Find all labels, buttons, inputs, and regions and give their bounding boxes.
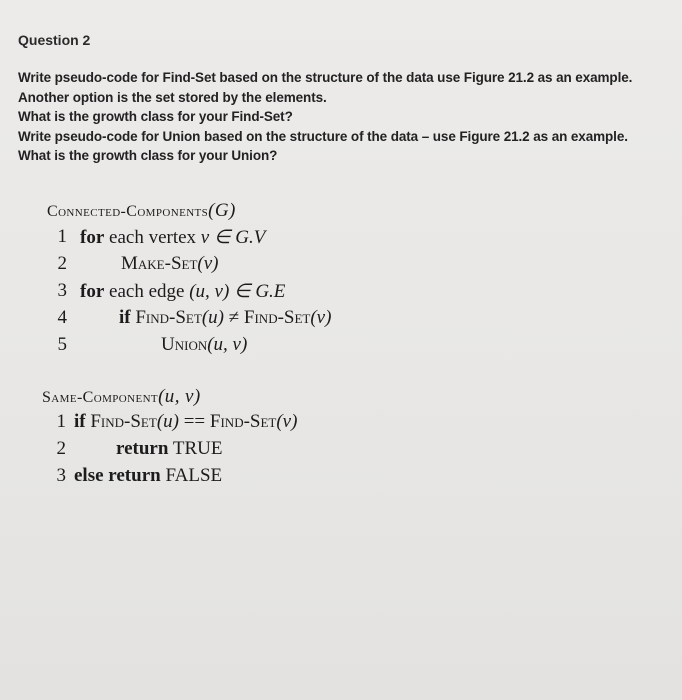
return-value: FALSE: [165, 465, 223, 486]
code-math: (u, v) ∈ G.E: [189, 281, 286, 302]
line-number: 4: [57, 307, 67, 328]
prompt-line: Write pseudo-code for Union based on the structure of the data – use Figure 21.2 as an example.: [18, 128, 628, 144]
procedure-call: Union: [161, 334, 208, 355]
code-line: [47, 253, 236, 280]
code-text: each vertex: [104, 227, 201, 248]
prompt-line: What is the growth class for your Find-Set?: [18, 109, 293, 125]
prompt-line: Another option is the set stored by the elements.: [18, 89, 327, 105]
line-number: 5: [57, 334, 67, 355]
procedure-call: Find-Set: [90, 411, 157, 432]
procedure-args: (u, v): [207, 334, 248, 355]
line-number: 2: [57, 253, 67, 274]
line-number: 3: [57, 280, 67, 301]
return-value: TRUE: [172, 438, 223, 459]
procedure-call: Find-Set: [243, 307, 311, 328]
line-number: 1: [57, 226, 67, 247]
code-line: [42, 465, 223, 492]
keyword: if: [74, 411, 86, 432]
code-line: [47, 334, 248, 361]
procedure-name: Connected-Components: [47, 203, 209, 220]
procedure-args: (v): [276, 411, 298, 432]
procedure-args: (u, v): [158, 386, 201, 407]
procedure-args: (u): [156, 411, 179, 432]
operator: ==: [178, 411, 210, 432]
code-line: [42, 411, 298, 438]
line-number: 2: [56, 438, 66, 459]
question-prompt: [18, 68, 668, 166]
procedure-call: Find-Set: [135, 307, 202, 328]
keyword: return: [116, 438, 169, 459]
code-line: [47, 280, 286, 307]
procedure-args: (u): [201, 307, 224, 328]
procedure-call: Find-Set: [209, 411, 277, 432]
code-text: each edge: [104, 281, 190, 302]
code-line: [47, 307, 332, 334]
algorithm-title: [47, 200, 236, 222]
keyword: if: [119, 307, 131, 328]
procedure-args: (v): [310, 307, 332, 328]
prompt-line: Write pseudo-code for Find-Set based on the structure of the data use Figure 21.2 as an example.: [18, 70, 633, 85]
prompt-line: What is the growth class for your Union?: [18, 148, 278, 164]
question-title: Question 2: [18, 32, 91, 48]
operator: ≠: [223, 307, 244, 328]
same-component-algorithm: [42, 386, 298, 492]
code-math: v ∈ G.V: [200, 227, 266, 248]
keyword: for: [80, 281, 105, 302]
procedure-name: Same-Component: [42, 389, 159, 406]
line-number: 3: [56, 465, 66, 486]
connected-components-algorithm: [47, 200, 332, 361]
algorithm-title: [42, 386, 201, 408]
procedure-args: (G): [208, 200, 236, 221]
code-line: [42, 438, 223, 465]
line-number: 1: [56, 411, 66, 432]
keyword: else return: [74, 465, 161, 486]
procedure-args: (v): [197, 253, 219, 274]
procedure-call: Make-Set: [121, 253, 198, 274]
keyword: for: [80, 227, 105, 248]
code-line: [47, 226, 266, 253]
